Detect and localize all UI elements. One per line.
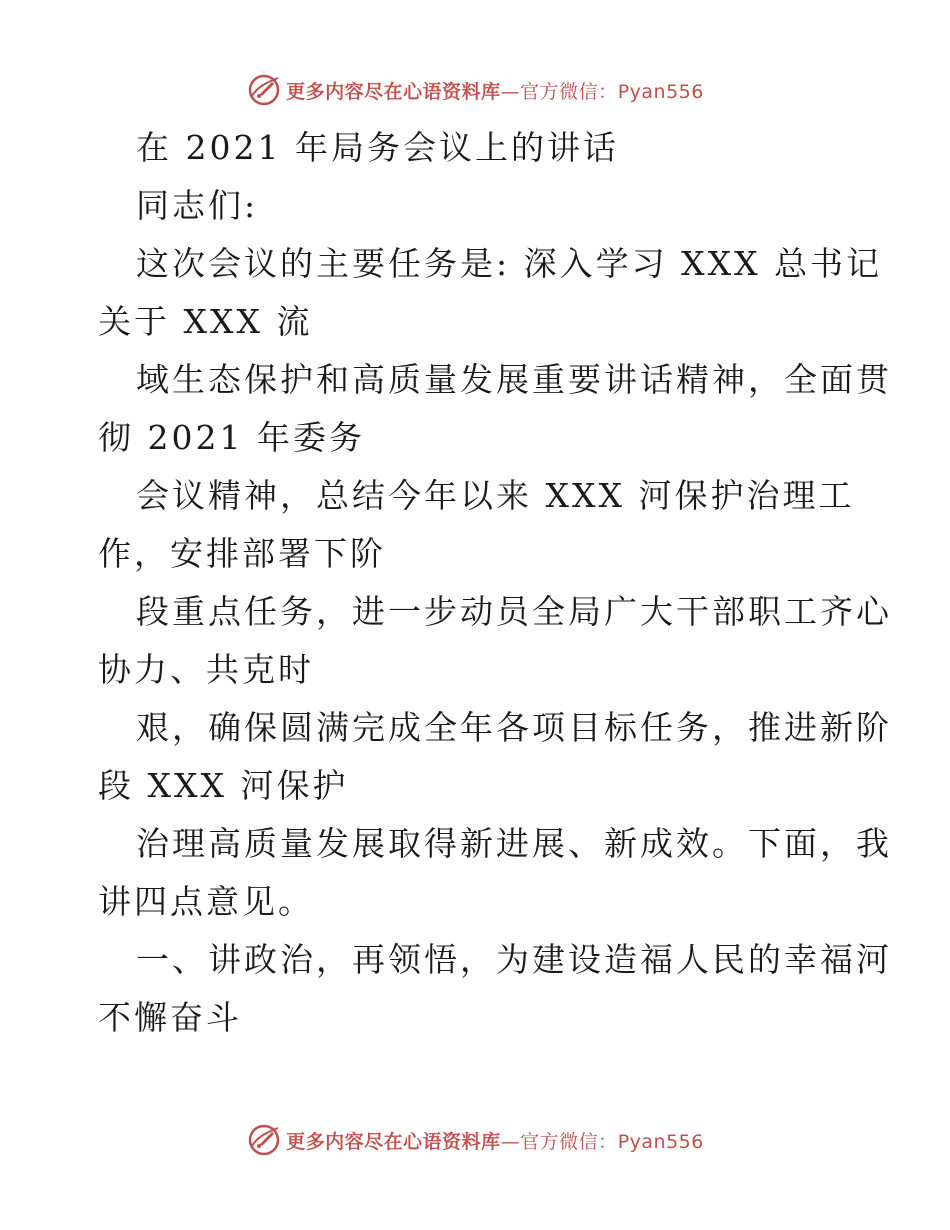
section-heading-cont: 不懈奋斗 xyxy=(98,998,242,1037)
paragraph-line: 艰，确保圆满完成全年各项目标任务，推进新阶 xyxy=(136,708,892,747)
watermark-text: 更多内容尽在心语资料库—官方微信：Pyan556 xyxy=(286,80,704,103)
paragraph-line: 段重点任务，进一步动员全局广大干部职工齐心 xyxy=(136,592,892,631)
doc-title: 在 2021 年局务会议上的讲话 xyxy=(136,128,619,167)
paragraph-line: 讲四点意见。 xyxy=(98,882,314,921)
paragraph-line: 段 XXX 河保护 xyxy=(98,766,349,805)
pen-logo-icon xyxy=(246,72,282,108)
paragraph-line: 域生态保护和高质量发展重要讲话精神，全面贯 xyxy=(136,360,892,399)
section-heading: 一、讲政治，再领悟，为建设造福人民的幸福河 xyxy=(136,940,892,979)
paragraph-line: 作，安排部署下阶 xyxy=(98,534,386,573)
paragraph-line: 治理高质量发展取得新进展、新成效。下面，我 xyxy=(136,824,892,863)
paragraph-line: 协力、共克时 xyxy=(98,650,314,689)
watermark-text: 更多内容尽在心语资料库—官方微信：Pyan556 xyxy=(286,1130,704,1153)
paragraph-line: 关于 XXX 流 xyxy=(98,302,313,341)
paragraph-line: 这次会议的主要任务是: 深入学习 XXX 总书记 xyxy=(136,244,883,283)
watermark-header xyxy=(0,68,950,112)
paragraph-line: 会议精神，总结今年以来 XXX 河保护治理工 xyxy=(136,476,855,515)
pen-logo-icon xyxy=(246,1122,282,1158)
salutation: 同志们: xyxy=(136,186,259,225)
paragraph-line: 彻 2021 年委务 xyxy=(98,418,365,457)
watermark-footer xyxy=(0,1118,950,1162)
